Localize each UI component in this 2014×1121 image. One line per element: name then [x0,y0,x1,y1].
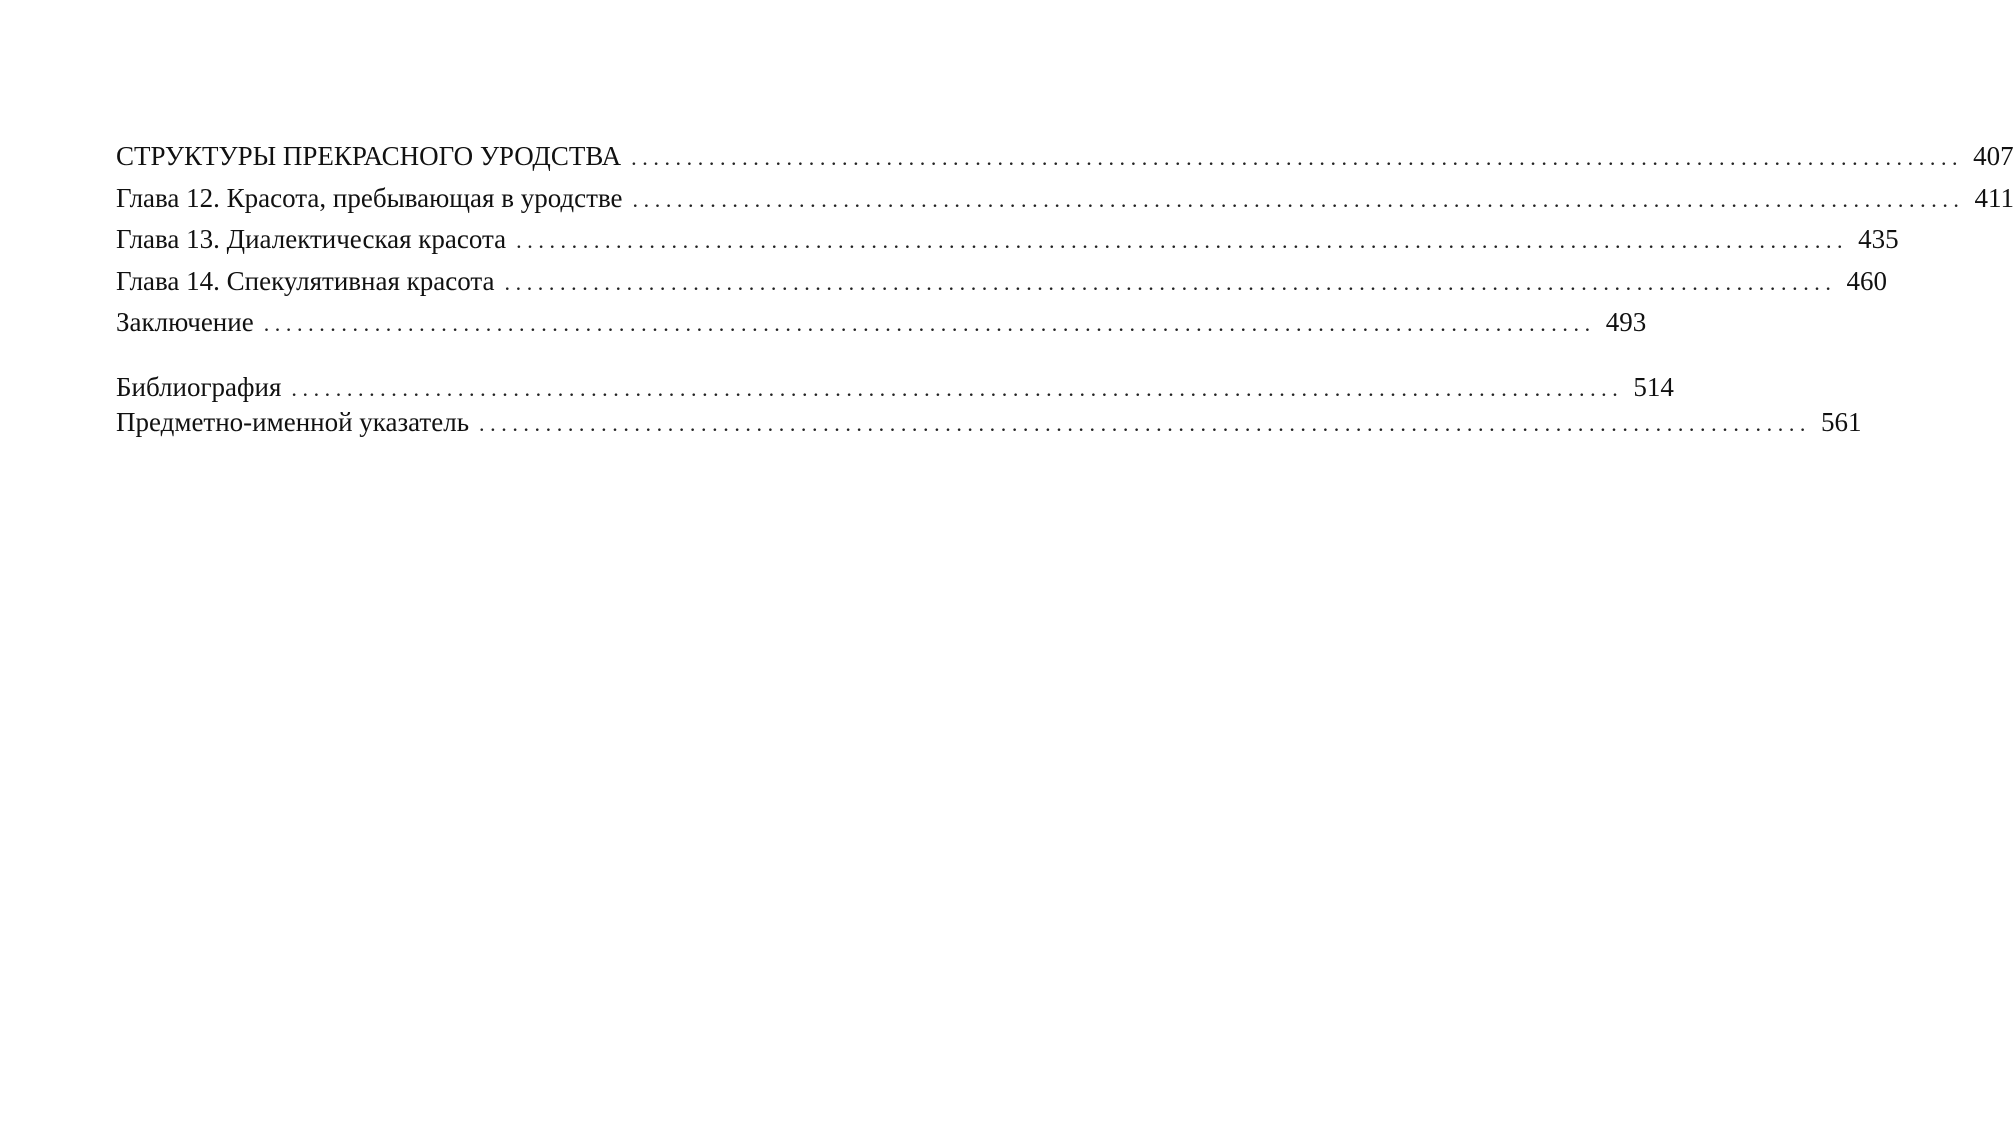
toc-entry-title: Библиография [116,371,282,402]
toc-main-section [116,136,2014,344]
toc-entry-page: 514 [1633,371,1674,402]
toc-entry-page: 561 [1821,406,1862,437]
toc-back-matter-section [116,370,1862,440]
toc-entry-title: Предметно-именной указатель [116,406,470,437]
toc-entry-page: 435 [1858,224,1899,254]
toc-entry [116,136,2014,178]
toc-entry-title: СТРУКТУРЫ ПРЕКРАСНОГО УРОДСТВА [116,141,622,171]
toc-entry [116,261,1887,303]
toc-entry [116,370,1674,405]
toc-entry-page: 411 [1974,182,2014,213]
dot-leader: ........................................................................................................................ [516,228,1849,253]
toc-entry-title: Заключение [116,307,254,337]
toc-entry [116,302,1647,344]
dot-leader: ........................................................................................................................ [504,269,1837,295]
toc-entry-page: 407 [1973,141,2014,171]
toc-entry-title: Глава 14. Спекулятивная красота [116,265,495,296]
toc-entry [116,219,1899,261]
dot-leader: ........................................................................................................................ [631,145,1964,170]
dot-leader: ........................................................................................................................ [291,375,1624,401]
dot-leader: ........................................................................................................................ [479,410,1812,436]
toc-entry-page: 460 [1846,265,1887,296]
dot-leader: ........................................................................................................................ [632,186,1965,212]
dot-leader: ........................................................................................................................ [263,311,1596,336]
toc-entry [116,405,1862,440]
toc-entry [116,178,2014,220]
table-of-contents [116,136,2014,440]
toc-entry-title: Глава 13. Диалектическая красота [116,224,507,254]
toc-entry-title: Глава 12. Красота, пребывающая в уродстве [116,182,623,213]
toc-entry-page: 493 [1605,307,1647,337]
